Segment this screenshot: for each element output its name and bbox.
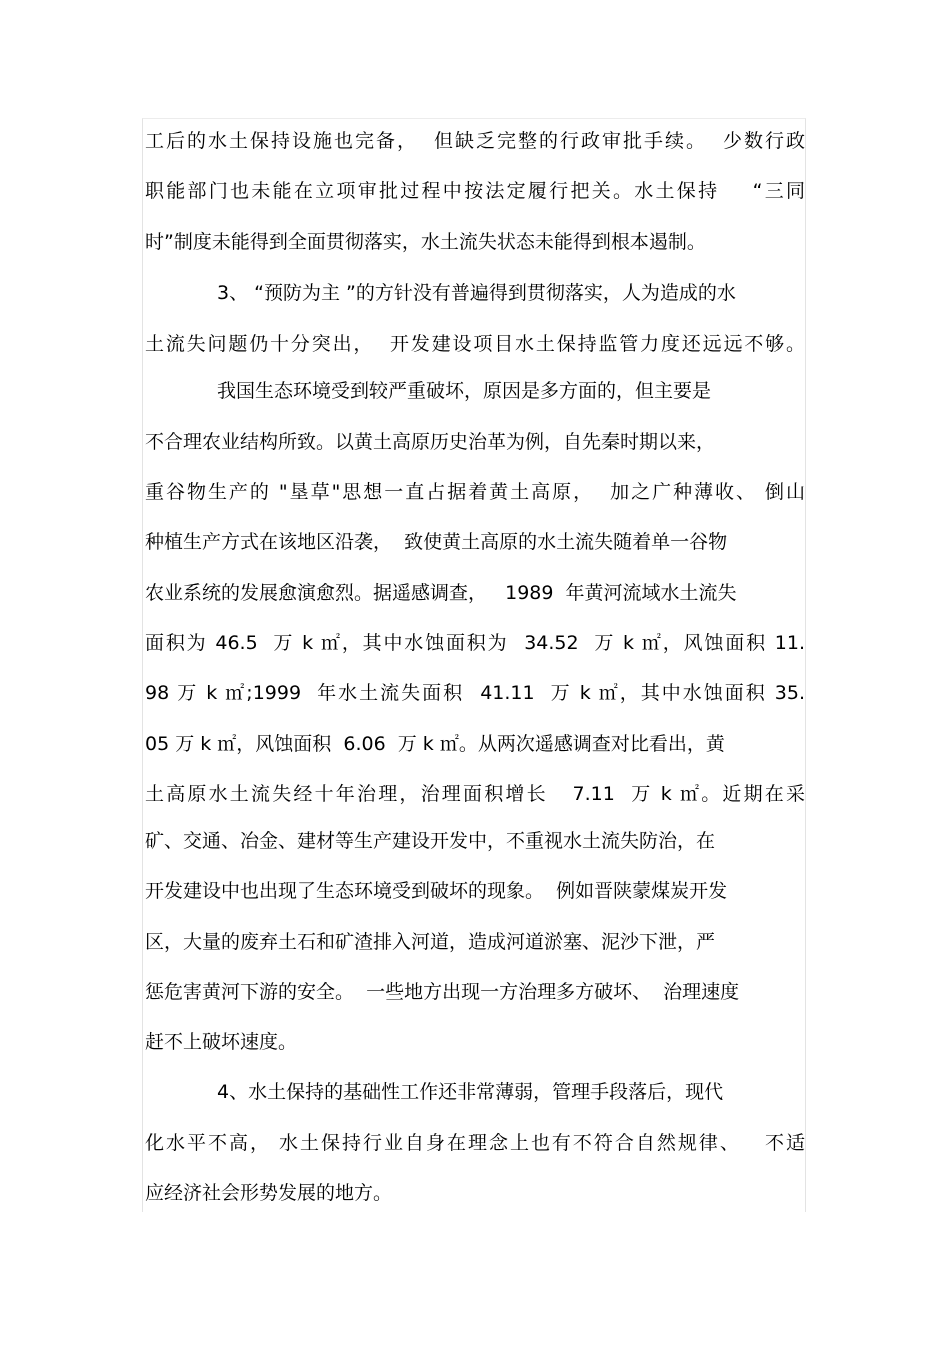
text-line: 面积为 46.5 万 k ㎡，其中水蚀面积为 34.52 万 k ㎡，风蚀面积 11. [145, 632, 805, 654]
text-line: 区，大量的废弃土石和矿渣排入河道，造成河道淤塞、泥沙下泄，严 [145, 931, 716, 953]
text-line: 矿、交通、冶金、建材等生产建设开发中，不重视水土流失防治，在 [145, 830, 716, 852]
text-line: 98 万 k ㎡;1999 年水土流失面积 41.11 万 k ㎡，其中水蚀面积 35. [145, 682, 805, 704]
text-line: 重谷物生产的 "垦草"思想一直占据着黄土高原， 加之广种薄收、 倒山 [145, 481, 805, 503]
text-line: 3、 “预防为主 ”的方针没有普遍得到贯彻落实，人为造成的水 [217, 282, 736, 304]
text-line: 时”制度未能得到全面贯彻落实，水土流失状态未能得到根本遏制。 [145, 231, 706, 253]
text-line: 4、水土保持的基础性工作还非常薄弱，管理手段落后，现代 [217, 1081, 724, 1103]
text-line: 开发建设中也出现了生态环境受到破坏的现象。 例如晋陕蒙煤炭开发 [145, 880, 728, 902]
text-line: 土流失问题仍十分突出， 开发建设项目水土保持监管力度还远远不够。 [145, 333, 805, 355]
text-line: 不合理农业结构所致。以黄土高原历史治革为例，自先秦时期以来， [145, 431, 716, 453]
text-line: 职能部门也未能在立项审批过程中按法定履行把关。水土保持 “三同 [145, 180, 805, 202]
text-line: 惩危害黄河下游的安全。 一些地方出现一方治理多方破坏、 治理速度 [145, 981, 740, 1003]
text-line: 种植生产方式在该地区沿袭， 致使黄土高原的水土流失随着单一谷物 [145, 531, 728, 553]
text-line: 05 万 k ㎡，风蚀面积 6.06 万 k ㎡。从两次遥感调查对比看出，黄 [145, 733, 725, 755]
text-line: 应经济社会形势发展的地方。 [145, 1182, 393, 1204]
text-line: 我国生态环境受到较严重破坏，原因是多方面的，但主要是 [217, 380, 712, 402]
text-line: 赶不上破坏速度。 [145, 1031, 298, 1053]
text-line: 土高原水土流失经十年治理，治理面积增长 7.11 万 k ㎡。近期在采 [145, 783, 805, 805]
text-line: 工后的水土保持设施也完备， 但缺乏完整的行政审批手续。 少数行政 [145, 130, 805, 152]
text-line: 化水平不高， 水土保持行业自身在理念上也有不符合自然规律、 不适 [145, 1132, 805, 1154]
text-line: 农业系统的发展愈演愈烈。据遥感调查， 1989 年黄河流域水土流失 [145, 582, 737, 604]
